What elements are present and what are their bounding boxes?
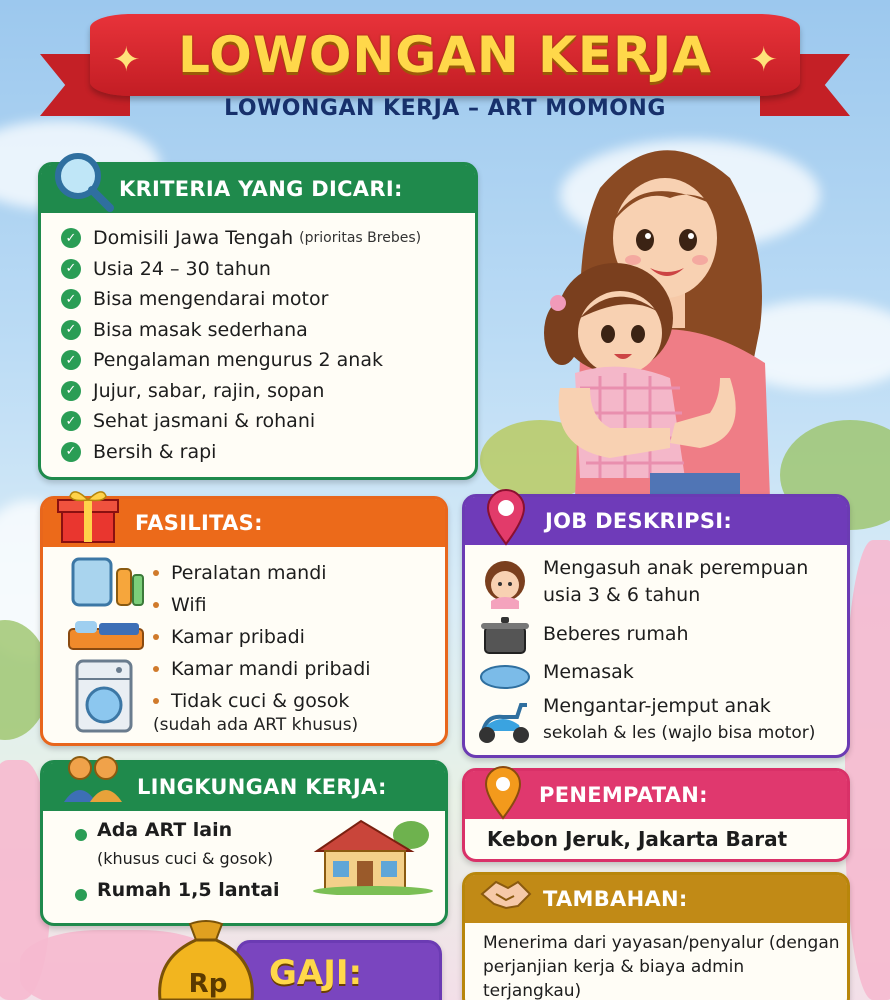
tambahan-text: Menerima dari yayasan/penyalur (dengan perjanjian kerja & biaya admin terjangkau) [483,933,840,1000]
people-icon [60,752,126,804]
check-icon: ✓ [61,411,81,431]
check-icon: ✓ [61,320,81,340]
money-bag-label: Rp [188,969,228,999]
lingkungan-title: LINGKUNGAN KERJA: [137,775,387,799]
scooter-icon [473,695,535,747]
fasilitas-text: Wifi [171,594,207,616]
magnifier-icon [52,150,116,214]
list-item [61,284,421,315]
criteria-text: Domisili Jawa Tengah [93,227,294,250]
criteria-list [61,223,421,467]
page-subtitle: LOWONGAN KERJA – ART MOMONG [224,96,666,121]
check-icon: ✓ [61,228,81,248]
job-text: Memasak [543,661,634,683]
location-pin-icon [482,764,524,820]
list-item [61,437,421,468]
check-icon: ✓ [61,350,81,370]
list-item [61,315,421,346]
list-item [153,589,371,621]
bullet-icon [75,829,87,841]
bed-icon [65,615,147,655]
sparkle-icon: ✦ [112,40,141,80]
criteria-text: Sehat jasmani & rohani [93,410,316,433]
criteria-title: KRITERIA YANG DICARI: [119,177,403,201]
list-item [61,345,421,376]
list-item [153,621,371,653]
handshake-icon [478,874,534,914]
penempatan-location: Kebon Jeruk, Jakarta Barat [487,827,788,851]
check-icon: ✓ [61,442,81,462]
mother-child-illustration [520,128,810,498]
job-item [543,555,808,609]
fasilitas-text: Tidak cuci & gosok [171,690,350,712]
banner-title: LOWONGAN KERJA [178,26,712,84]
banner-ribbon [90,14,800,96]
list-item [61,406,421,437]
job-text: Mengasuh anak perempuan [543,557,809,579]
job-item [543,693,815,747]
bullet-icon [153,602,159,608]
flower [845,540,890,1000]
job-text: usia 3 & 6 tahun [543,584,701,606]
check-icon: ✓ [61,381,81,401]
criteria-text: Usia 24 – 30 tahun [93,257,271,280]
money-bag-icon [150,918,262,1000]
girl-icon [479,557,531,609]
fasilitas-text: Kamar mandi pribadi [171,658,371,680]
bullet-icon [153,698,159,704]
lingkungan-item: Ada ART lain [97,819,233,841]
check-icon: ✓ [61,259,81,279]
bullet-icon [153,634,159,640]
criteria-text: Bersih & rapi [93,440,217,463]
criteria-text: Bisa masak sederhana [93,318,308,341]
bullet-icon [153,666,159,672]
job-title: JOB DESKRIPSI: [545,509,733,533]
criteria-text: Pengalaman mengurus 2 anak [93,349,383,372]
gaji-title: GAJI: [269,953,363,993]
pot-icon [477,617,533,657]
lingkungan-item: Rumah 1,5 lantai [97,879,280,901]
fasilitas-list [153,557,371,717]
fasilitas-note: (sudah ada ART khusus) [153,715,359,735]
toiletries-icon [67,555,147,609]
bullet-icon [153,570,159,576]
tambahan-title: TAMBAHAN: [543,887,688,911]
bullet-icon [75,889,87,901]
job-text: sekolah & les (wajlo bisa motor) [543,723,816,743]
fasilitas-title: FASILITAS: [135,511,263,535]
location-pin-icon [484,486,528,546]
job-text: Mengantar-jemput anak [543,695,771,717]
house-icon [311,815,435,895]
list-item [61,254,421,285]
list-item [153,557,371,589]
list-item [61,376,421,407]
criteria-text: Bisa mengendarai motor [93,288,329,311]
list-item [153,653,371,685]
list-item [61,223,421,254]
criteria-text: Jujur, sabar, rajin, sopan [93,379,325,402]
job-item [543,659,634,686]
sparkle-icon: ✦ [749,40,778,80]
gaji-card [236,940,442,1000]
job-text: Beberes rumah [543,623,689,645]
list-item [153,685,371,717]
fasilitas-text: Kamar pribadi [171,626,305,648]
check-icon: ✓ [61,289,81,309]
criteria-note: (prioritas Brebes) [299,230,422,247]
washing-machine-icon [73,657,135,735]
penempatan-title: PENEMPATAN: [539,783,708,807]
cooking-icon [479,661,531,691]
job-item [543,621,689,648]
lingkungan-note: (khusus cuci & gosok) [97,849,274,868]
fasilitas-text: Peralatan mandi [171,562,327,584]
gift-icon [56,486,120,546]
